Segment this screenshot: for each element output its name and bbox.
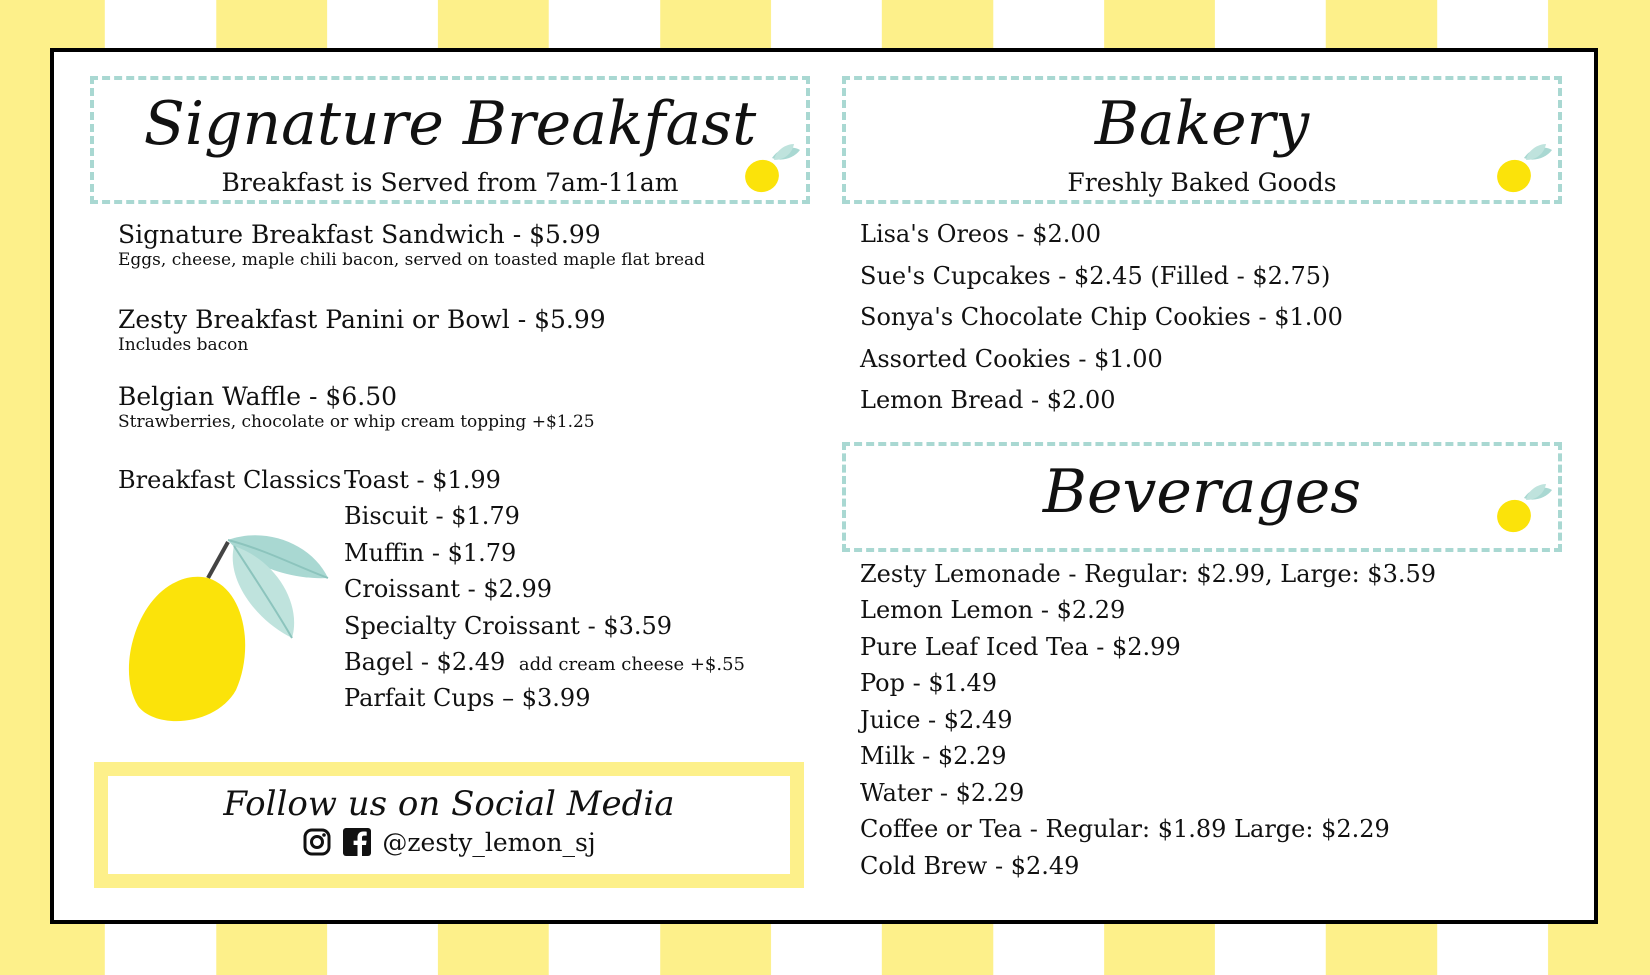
social-handle-row (302, 827, 595, 857)
social-handle[interactable]: @zesty_lemon_sj (382, 827, 596, 857)
beverage-item: Coffee or Tea - Regular: $1.89 Large: $2.29 (860, 815, 1390, 843)
breakfast-item (118, 305, 606, 356)
classics-item-note: add cream cheese +$.55 (518, 654, 746, 675)
beverage-item: Lemon Lemon - $2.29 (860, 596, 1126, 624)
menu-board (50, 48, 1598, 924)
classics-item-text: Specialty Croissant - $3.59 (344, 612, 673, 640)
classics-item (344, 684, 590, 712)
instagram-icon[interactable] (302, 827, 332, 857)
bakery-header (842, 76, 1562, 204)
beverage-item: Juice - $2.49 (860, 706, 1013, 734)
item-name: Belgian Waffle - $6.50 (118, 382, 398, 411)
beverages-title: Beverages (1042, 457, 1362, 527)
beverage-item: Water - $2.29 (860, 779, 1025, 807)
social-box (94, 762, 804, 888)
classics-item-text: Toast - $1.99 (344, 466, 501, 494)
classics-item-text: Biscuit - $1.79 (344, 502, 520, 530)
bakery-subtitle: Freshly Baked Goods (1067, 168, 1337, 197)
classics-item (344, 539, 516, 567)
breakfast-subtitle: Breakfast is Served from 7am-11am (221, 168, 679, 197)
item-desc: Includes bacon (118, 335, 249, 355)
classics-label: Breakfast Classics - (118, 466, 358, 494)
item-desc: Strawberries, chocolate or whip cream topping +$1.25 (118, 412, 595, 432)
beverages-header (842, 442, 1562, 552)
beverage-item: Pure Leaf Iced Tea - $2.99 (860, 633, 1181, 661)
classics-item-text: Croissant - $2.99 (344, 575, 553, 603)
item-name: Zesty Breakfast Panini or Bowl - $5.99 (118, 305, 606, 334)
lemon-icon (1494, 476, 1554, 536)
beverage-item: Zesty Lemonade - Regular: $2.99, Large: $3.59 (860, 560, 1437, 588)
lemon-icon (116, 530, 336, 730)
breakfast-item (118, 220, 705, 271)
bakery-item: Lisa's Oreos - $2.00 (860, 220, 1101, 248)
classics-item (344, 502, 520, 530)
beverage-item: Milk - $2.29 (860, 742, 1007, 770)
classics-item (344, 466, 501, 494)
social-inner (108, 776, 790, 874)
lemon-icon (1494, 136, 1554, 196)
classics-item (344, 575, 552, 603)
item-desc: Eggs, cheese, maple chili bacon, served on toasted maple flat bread (118, 250, 706, 270)
classics-item (344, 648, 745, 676)
classics-item-text: Bagel - $2.49 (344, 648, 506, 676)
bakery-item: Sonya's Chocolate Chip Cookies - $1.00 (860, 303, 1343, 331)
social-title: Follow us on Social Media (223, 784, 675, 824)
beverage-item: Cold Brew - $2.49 (860, 852, 1080, 880)
bakery-item: Lemon Bread - $2.00 (860, 386, 1116, 414)
classics-item (344, 612, 672, 640)
item-name: Signature Breakfast Sandwich - $5.99 (118, 220, 601, 249)
breakfast-title: Signature Breakfast (143, 89, 757, 159)
classics-item-text: Parfait Cups – $3.99 (344, 684, 591, 712)
lemon-icon (742, 136, 802, 196)
bakery-item: Sue's Cupcakes - $2.45 (Filled - $2.75) (860, 262, 1331, 290)
breakfast-header (90, 76, 810, 204)
classics-item-text: Muffin - $1.79 (344, 539, 517, 567)
breakfast-item (118, 382, 595, 433)
bakery-item: Assorted Cookies - $1.00 (860, 345, 1163, 373)
beverage-item: Pop - $1.49 (860, 669, 998, 697)
facebook-icon[interactable] (342, 827, 372, 857)
bakery-title: Bakery (1094, 89, 1310, 159)
